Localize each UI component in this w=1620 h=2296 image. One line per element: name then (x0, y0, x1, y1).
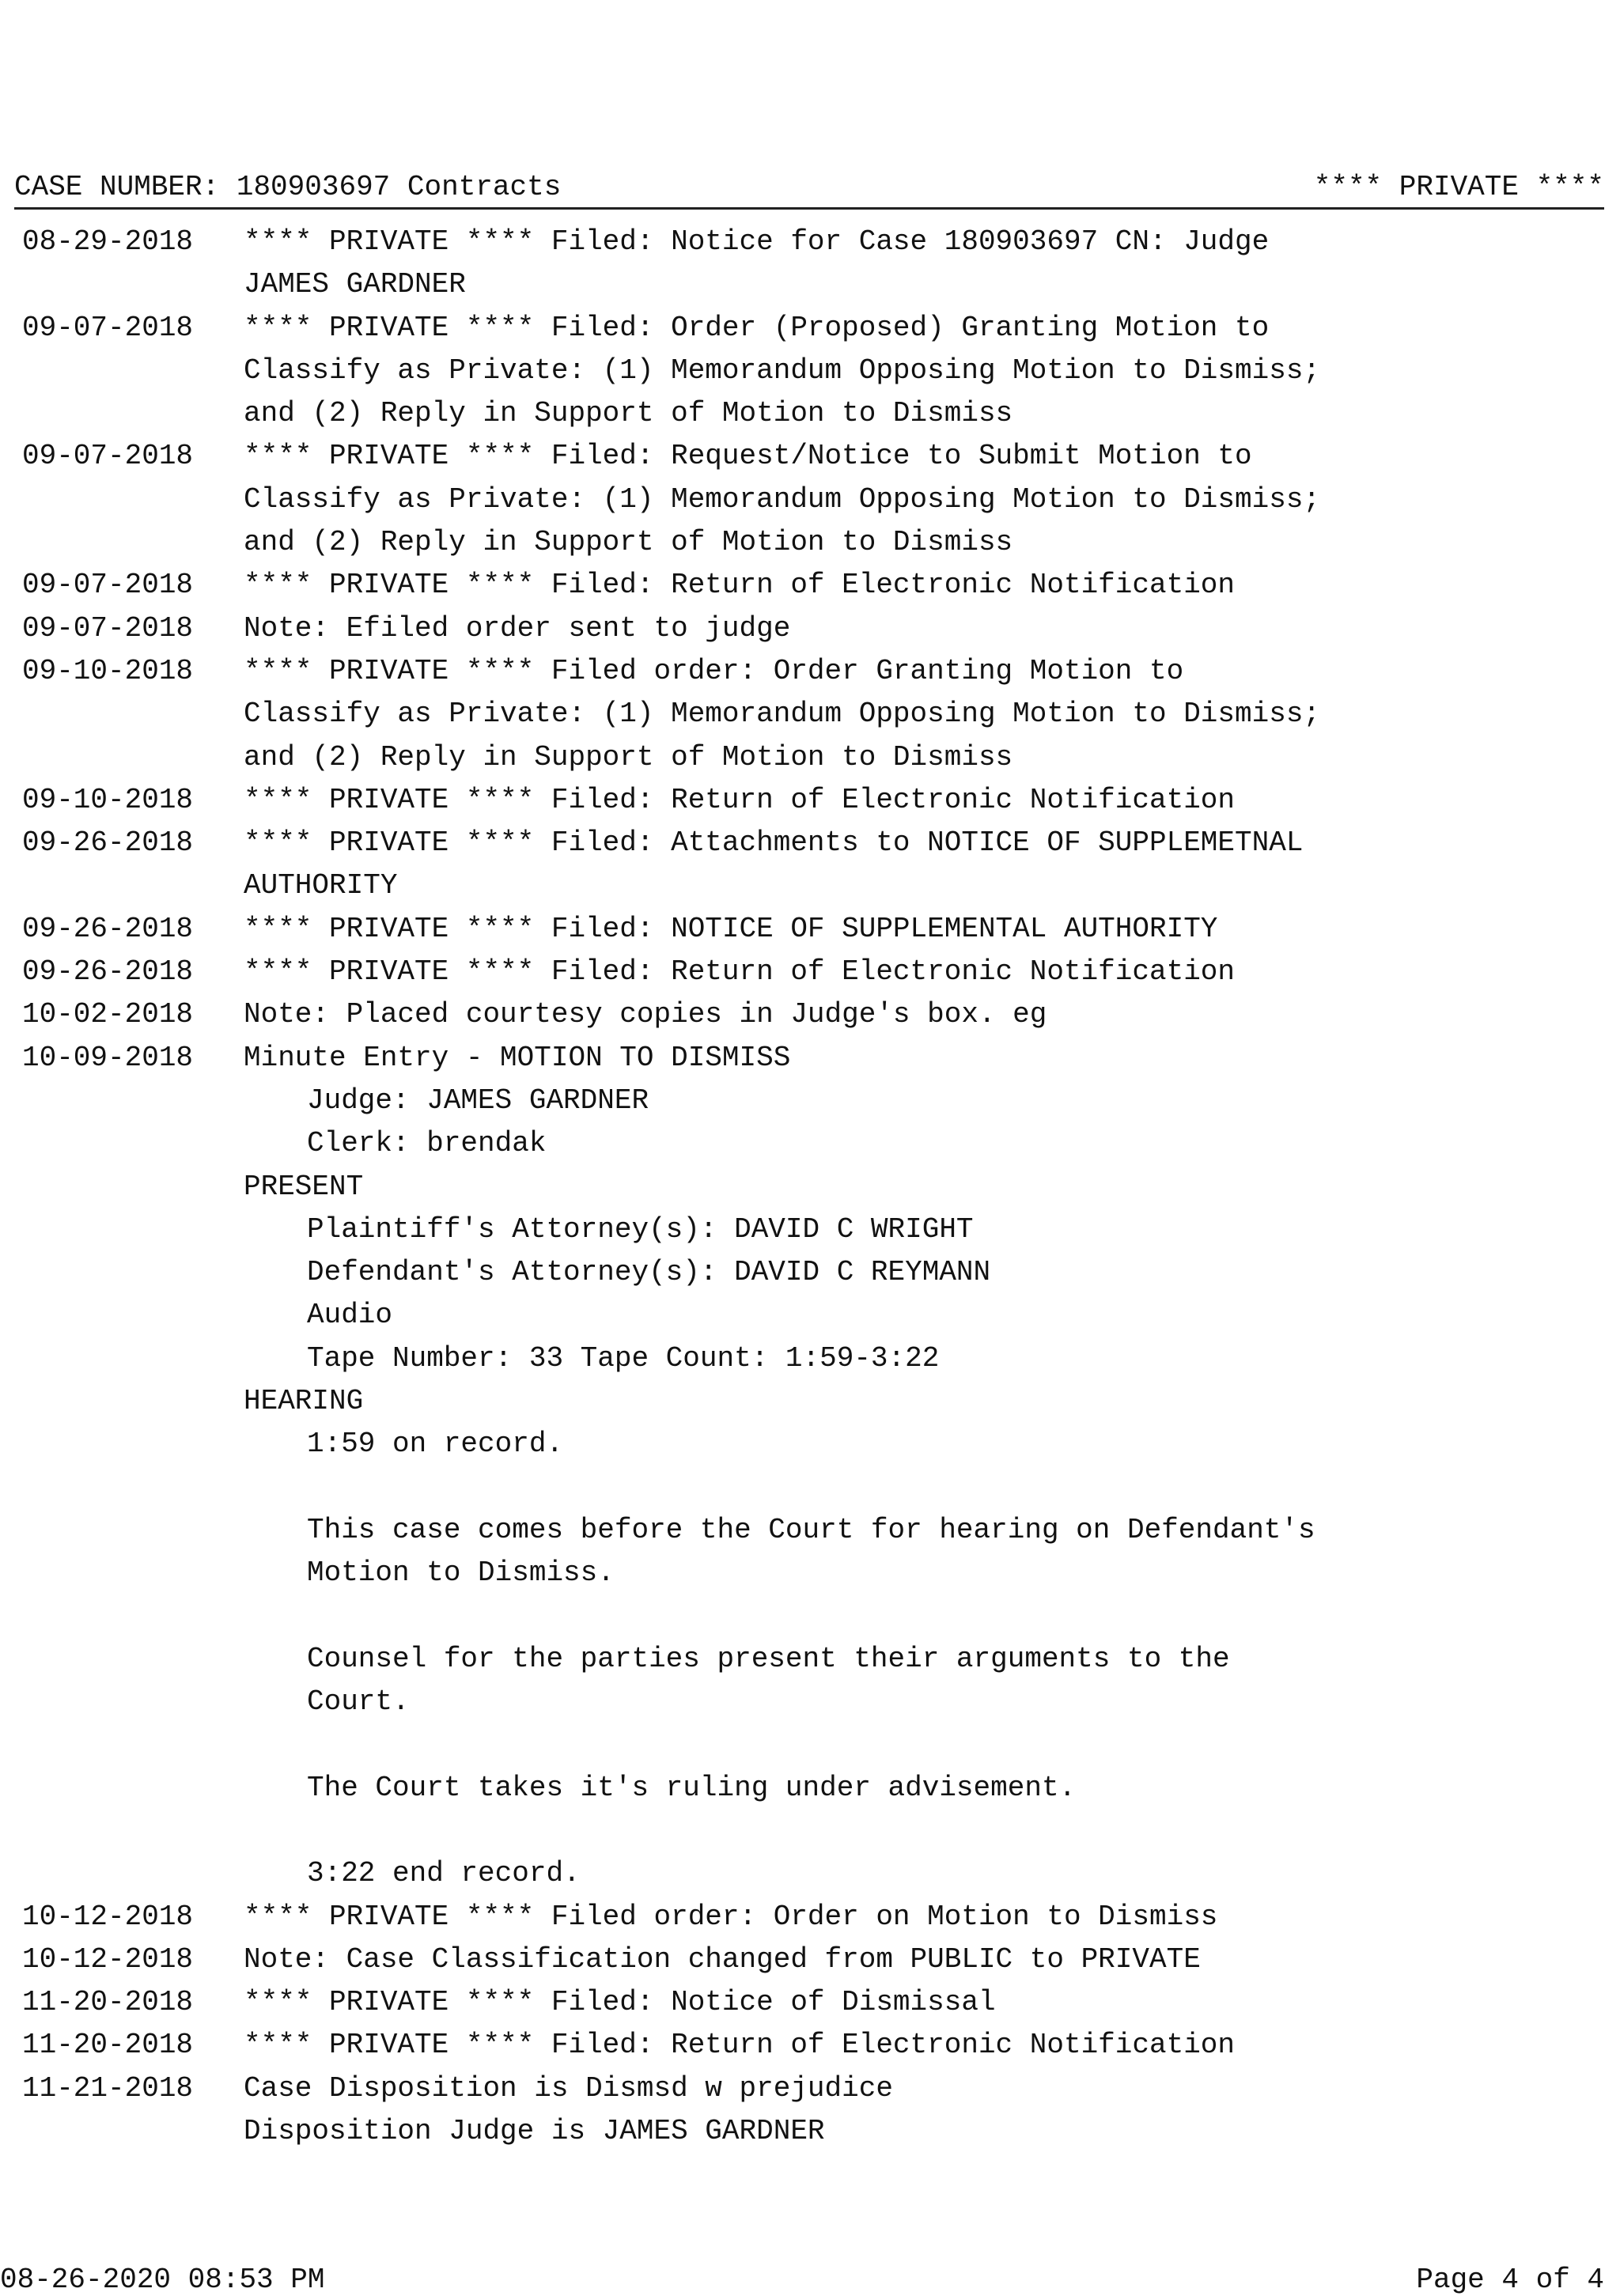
entry-line (22, 1509, 1320, 1552)
entry-line (22, 1251, 1320, 1294)
entry-text: **** PRIVATE **** Filed order: Order Granting Motion to (244, 654, 1184, 687)
entry-text: Audio (307, 1299, 393, 1332)
entry-date-spacer (22, 1080, 244, 1122)
entry-line (22, 951, 1320, 993)
entry-line (22, 263, 1320, 306)
entry-date: 09-26-2018 (22, 912, 194, 945)
entry-text: Court. (307, 1685, 410, 1719)
entry-line (22, 307, 1320, 350)
entry-date: 11-20-2018 (22, 1986, 194, 2019)
entry-line (22, 1380, 1320, 1423)
entry-date-spacer (22, 392, 244, 435)
entry-line (22, 1337, 1320, 1380)
entry-text: **** PRIVATE **** Filed: Notice for Case 180903697 CN: Judge (244, 225, 1270, 258)
entry-text (244, 1466, 307, 1509)
entry-line (22, 1595, 1320, 1638)
entry-line (22, 221, 1320, 263)
entry-text: **** PRIVATE **** Filed: Attachments to NOTICE OF SUPPLEMETNAL (244, 826, 1304, 860)
entry-date-spacer (22, 350, 244, 392)
entry-text: Note: Placed courtesy copies in Judge's box. eg (244, 998, 1047, 1031)
entry-date-spacer (22, 521, 244, 564)
entry-line (22, 607, 1320, 650)
docket-entry (22, 1939, 1320, 1981)
entry-text: Note: Case Classification changed from PUBLIC to PRIVATE (244, 1942, 1201, 1976)
entry-text: Clerk: brendak (307, 1127, 547, 1160)
docket-entry (22, 908, 1320, 951)
entry-line (22, 650, 1320, 693)
entry-text: Classify as Private: (1) Memorandum Opposing Motion to Dismiss; (244, 354, 1321, 387)
entry-text (244, 1595, 307, 1638)
entry-text: **** PRIVATE **** Filed: Return of Electronic Notification (244, 955, 1236, 989)
entry-date: 09-10-2018 (22, 783, 194, 816)
case-number: CASE NUMBER: 180903697 Contracts (14, 171, 562, 203)
entry-date-spacer (22, 1294, 244, 1337)
entry-line (22, 2110, 1320, 2153)
entry-line (22, 1767, 1320, 1810)
docket-entries (22, 221, 1320, 2153)
entry-text: Classify as Private: (1) Memorandum Opposing Motion to Dismiss; (244, 482, 1321, 516)
entry-line (22, 1810, 1320, 1852)
entry-line (22, 435, 1320, 478)
header-divider (14, 207, 1604, 210)
entry-line (22, 392, 1320, 435)
entry-text: Plaintiff's Attorney(s): DAVID C WRIGHT (307, 1212, 974, 1246)
entry-line (22, 1852, 1320, 1895)
entry-date: 08-29-2018 (22, 225, 194, 258)
entry-line (22, 1939, 1320, 1981)
entry-date: 09-26-2018 (22, 955, 194, 989)
docket-entry (22, 1037, 1320, 1896)
entry-text: 1:59 on record. (307, 1428, 564, 1461)
entry-line (22, 736, 1320, 779)
entry-date-spacer (22, 1166, 244, 1209)
entry-text: and (2) Reply in Support of Motion to Dismiss (244, 397, 1013, 430)
entry-line (22, 693, 1320, 736)
entry-line (22, 1723, 1320, 1766)
entry-date: 09-26-2018 (22, 826, 194, 860)
entry-date-spacer (22, 1509, 244, 1552)
docket-entry (22, 2067, 1320, 2154)
entry-date-spacer (22, 1595, 244, 1638)
entry-date: 09-10-2018 (22, 654, 194, 687)
entry-text: Motion to Dismiss. (307, 1557, 615, 1590)
entry-date-spacer (22, 1337, 244, 1380)
docket-entry (22, 607, 1320, 650)
entry-text: Disposition Judge is JAMES GARDNER (244, 2115, 825, 2148)
entry-date-spacer (22, 1767, 244, 1810)
entry-text: Counsel for the parties present their arguments to the (307, 1642, 1230, 1675)
page-number: Page 4 of 4 (1416, 2264, 1604, 2296)
docket-entry (22, 564, 1320, 607)
entry-line (22, 1423, 1320, 1466)
entry-text: **** PRIVATE **** Filed order: Order on Motion to Dismiss (244, 1900, 1218, 1933)
docket-entry (22, 779, 1320, 822)
entry-line (22, 564, 1320, 607)
entry-line (22, 1166, 1320, 1209)
entry-line (22, 350, 1320, 392)
entry-line (22, 1466, 1320, 1509)
entry-line (22, 1896, 1320, 1939)
entry-date-spacer (22, 1638, 244, 1681)
entry-line (22, 1681, 1320, 1723)
entry-text: The Court takes it's ruling under advisement. (307, 1771, 1077, 1804)
entry-date-spacer (22, 1552, 244, 1594)
entry-text: AUTHORITY (244, 869, 398, 902)
entry-date: 09-07-2018 (22, 611, 194, 645)
entry-date-spacer (22, 478, 244, 521)
entry-line (22, 1080, 1320, 1122)
entry-date-spacer (22, 1681, 244, 1723)
page-footer (0, 2264, 1604, 2295)
entry-date-spacer (22, 1122, 244, 1165)
docket-entry (22, 435, 1320, 564)
entry-line (22, 1122, 1320, 1165)
entry-text: **** PRIVATE **** Filed: Notice of Dismissal (244, 1986, 996, 2019)
docket-entry (22, 822, 1320, 908)
entry-date-spacer (22, 1852, 244, 1895)
entry-text: and (2) Reply in Support of Motion to Dismiss (244, 740, 1013, 774)
entry-text: Minute Entry - MOTION TO DISMISS (244, 1041, 791, 1074)
entry-date: 10-12-2018 (22, 1900, 194, 1933)
entry-line (22, 1294, 1320, 1337)
entry-date-spacer (22, 2110, 244, 2153)
docket-entry (22, 1981, 1320, 2024)
entry-line (22, 779, 1320, 822)
entry-text: Tape Number: 33 Tape Count: 1:59-3:22 (307, 1341, 940, 1375)
entry-line (22, 1552, 1320, 1594)
docket-entry (22, 307, 1320, 436)
entry-text (244, 1723, 307, 1766)
entry-date: 09-07-2018 (22, 311, 194, 344)
entry-text: **** PRIVATE **** Filed: Return of Electronic Notification (244, 569, 1236, 602)
entry-line (22, 1981, 1320, 2024)
entry-line (22, 1638, 1320, 1681)
entry-date-spacer (22, 1251, 244, 1294)
entry-text: **** PRIVATE **** Filed: Request/Notice to Submit Motion to (244, 440, 1252, 473)
entry-line (22, 1037, 1320, 1080)
entry-date: 09-07-2018 (22, 569, 194, 602)
entry-date-spacer (22, 1209, 244, 1251)
entry-text: Defendant's Attorney(s): DAVID C REYMANN (307, 1256, 991, 1289)
entry-date: 10-02-2018 (22, 998, 194, 1031)
entry-text: PRESENT (244, 1170, 364, 1203)
docket-entry (22, 993, 1320, 1036)
entry-text: Judge: JAMES GARDNER (307, 1084, 649, 1117)
entry-date-spacer (22, 1723, 244, 1766)
print-timestamp: 08-26-2020 08:53 PM (0, 2264, 325, 2296)
entry-date: 11-20-2018 (22, 2029, 194, 2062)
entry-text: JAMES GARDNER (244, 268, 466, 301)
entry-date: 10-12-2018 (22, 1942, 194, 1976)
entry-text: Note: Efiled order sent to judge (244, 611, 791, 645)
entry-text: 3:22 end record. (307, 1857, 581, 1890)
entry-text: and (2) Reply in Support of Motion to Dismiss (244, 526, 1013, 559)
entry-text: **** PRIVATE **** Filed: Return of Electronic Notification (244, 2029, 1236, 2062)
entry-line (22, 2024, 1320, 2067)
entry-date: 11-21-2018 (22, 2071, 194, 2105)
entry-text: HEARING (244, 1385, 364, 1418)
entry-date-spacer (22, 693, 244, 736)
entry-line (22, 908, 1320, 951)
docket-entry (22, 650, 1320, 779)
docket-entry (22, 2024, 1320, 2067)
entry-line (22, 1209, 1320, 1251)
docket-entry (22, 1896, 1320, 1939)
entry-line (22, 2067, 1320, 2110)
entry-text: Case Disposition is Dismsd w prejudice (244, 2071, 893, 2105)
entry-date-spacer (22, 1380, 244, 1423)
entry-date-spacer (22, 736, 244, 779)
entry-date: 09-07-2018 (22, 440, 194, 473)
entry-text: **** PRIVATE **** Filed: NOTICE OF SUPPLEMENTAL AUTHORITY (244, 912, 1218, 945)
entry-date-spacer (22, 1466, 244, 1509)
entry-line (22, 478, 1320, 521)
docket-entry (22, 951, 1320, 993)
entry-line (22, 521, 1320, 564)
entry-text: **** PRIVATE **** Filed: Order (Proposed) Granting Motion to (244, 311, 1270, 344)
entry-line (22, 822, 1320, 864)
private-flag: **** PRIVATE **** (1313, 171, 1604, 203)
page-header (14, 171, 1604, 206)
entry-date: 10-09-2018 (22, 1041, 194, 1074)
entry-date-spacer (22, 1810, 244, 1852)
entry-line (22, 864, 1320, 907)
entry-line (22, 993, 1320, 1036)
entry-text: **** PRIVATE **** Filed: Return of Electronic Notification (244, 783, 1236, 816)
entry-date-spacer (22, 864, 244, 907)
entry-date-spacer (22, 263, 244, 306)
docket-entry (22, 221, 1320, 307)
entry-text (244, 1810, 307, 1852)
entry-date-spacer (22, 1423, 244, 1466)
entry-text: Classify as Private: (1) Memorandum Opposing Motion to Dismiss; (244, 698, 1321, 731)
entry-text: This case comes before the Court for hearing on Defendant's (307, 1513, 1315, 1546)
